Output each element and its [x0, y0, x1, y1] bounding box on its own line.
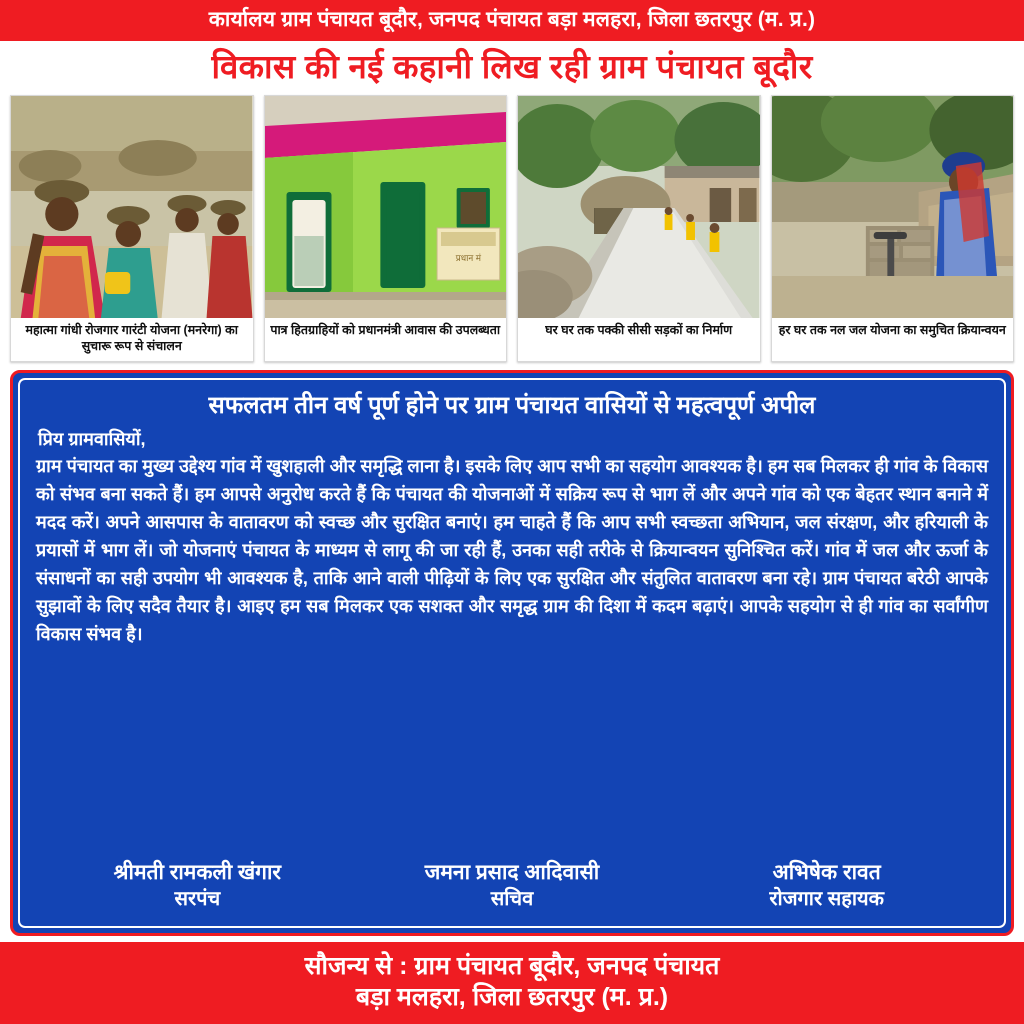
- signatory-name: अभिषेक रावत: [772, 861, 881, 885]
- photo-strip: [0, 91, 1024, 363]
- signatory-name: श्रीमती रामकली खंगार: [113, 861, 282, 885]
- appeal-panel: [10, 370, 1014, 936]
- footer-line-2: बड़ा मलहरा, जिला छतरपुर (म. प्र.): [355, 982, 669, 1011]
- pm-awas-house-photo: [265, 96, 507, 318]
- signatory: [669, 860, 984, 911]
- photo-caption: महात्मा गांधी रोजगार गारंटी योजना (मनरेगा) का सुचारू रूप से संचालन: [25, 323, 238, 354]
- page-title: विकास की नई कहानी लिख रही ग्राम पंचायत बूदौर: [211, 48, 813, 86]
- signatory-role: रोजगार सहायक: [769, 887, 885, 910]
- nal-jal-tap-photo: [772, 96, 1014, 318]
- signatory-role: सचिव: [490, 887, 534, 910]
- photo-caption: हर घर तक नल जल योजना का समुचित क्रियान्वयन: [778, 323, 1006, 338]
- photo-card: [264, 95, 508, 361]
- photo-card: [771, 95, 1015, 361]
- appeal-salutation: प्रिय ग्रामवासियों,: [38, 429, 146, 450]
- mgnrega-workers-photo: [11, 96, 253, 318]
- office-header-bar: [0, 0, 1024, 41]
- appeal-panel-inner: [18, 378, 1006, 928]
- signatory-name: जमना प्रसाद आदिवासी: [424, 861, 600, 885]
- photo-card: [517, 95, 761, 361]
- cc-road-photo: [518, 96, 760, 318]
- signatories: [34, 842, 990, 915]
- signatory: [355, 860, 670, 911]
- photo-caption: घर घर तक पक्की सीसी सड़कों का निर्माण: [545, 323, 733, 338]
- signatory: [40, 860, 355, 911]
- photo-caption: पात्र हितग्राहियों को प्रधानमंत्री आवास की उपलब्धता: [270, 323, 501, 338]
- footer-line-1: सौजन्य से : ग्राम पंचायत बूदौर, जनपद पंचायत: [304, 951, 720, 980]
- headline-section: [0, 41, 1024, 91]
- appeal-title: सफलतम तीन वर्ष पूर्ण होने पर ग्राम पंचायत वासियों से महत्वपूर्ण अपील: [208, 391, 816, 419]
- appeal-body: ग्राम पंचायत का मुख्य उद्देश्य गांव में खुशहाली और समृद्धि लाना है। इसके लिए आप सभी का सहयोग आवश्यक है। हम सब मिलकर ही गांव के विकास को संभव बना सकते हैं। हम आपसे अनुरोध करते हैं कि पंचायत की योजनाओं में सक्रिय रूप से भाग लें और अपने गांव को एक बेहतर स्थान बनाने में मदद करें। अपने आसपास के वातावरण को स्वच्छ और सुरक्षित बनाएं। हम चाहते हैं कि आप सभी स्वच्छता अभियान, जल संरक्षण, और हरियाली के प्रयासों में भाग लें। जो योजनाएं पंचायत के माध्यम से लागू की जा रही हैं, उनका सही तरीके से क्रियान्वयन सुनिश्चित करें। गांव में जल और ऊर्जा के संसाधनों का सही उपयोग भी आवश्यक है, ताकि आने वाली पीढ़ियों के लिए एक सुरक्षित और संतुलित वातावरण बना रहे। ग्राम पंचायत बरेठी आपके सुझावों के लिए सदैव तैयार है। आइए हम सब मिलकर एक सशक्त और समृद्ध ग्राम की दिशा में कदम बढ़ाएं। आपके सहयोग से ही गांव का सर्वांगीण विकास संभव है।: [36, 456, 988, 644]
- office-header-text: कार्यालय ग्राम पंचायत बूदौर, जनपद पंचायत बड़ा मलहरा, जिला छतरपुर (म. प्र.): [208, 8, 816, 31]
- photo-card: [10, 95, 254, 361]
- signatory-role: सरपंच: [174, 887, 221, 910]
- footer-bar: [0, 942, 1024, 1024]
- svg-text:प्रधान मं: प्रधान मं: [455, 253, 481, 264]
